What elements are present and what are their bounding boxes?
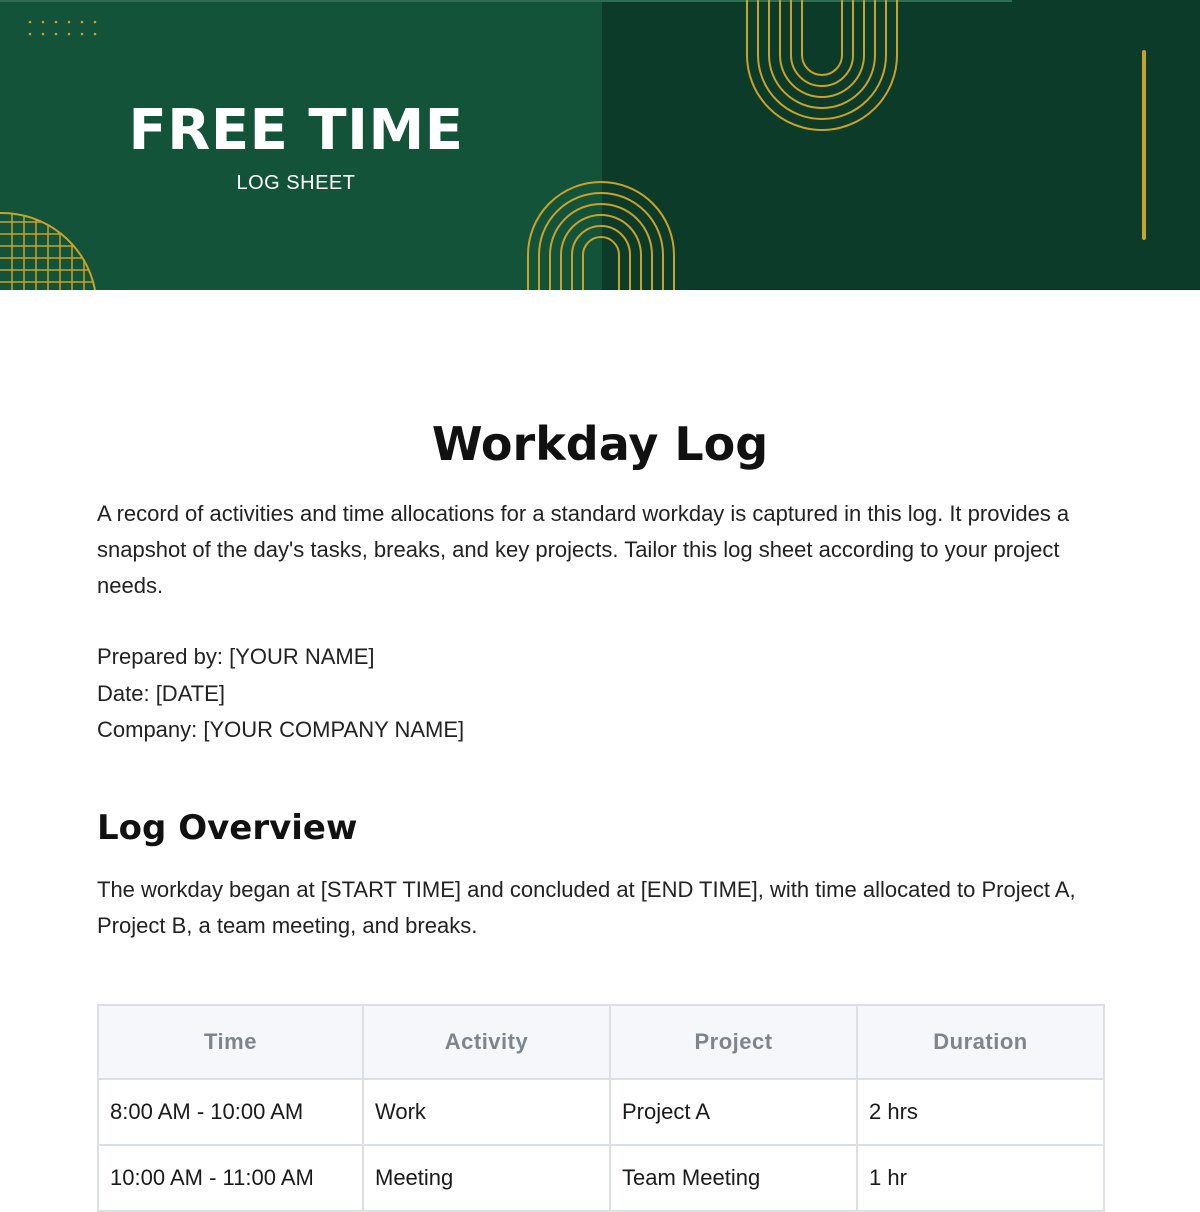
cell-time: 10:00 AM - 11:00 AM — [98, 1145, 363, 1211]
overview-paragraph: The workday began at [START TIME] and concluded at [END TIME], with time allocated to Project A, Project B, a team meeting, and breaks. — [97, 877, 1076, 938]
cell-project: Team Meeting — [610, 1145, 857, 1211]
cell-activity: Work — [363, 1079, 610, 1145]
cell-activity: Meeting — [363, 1145, 610, 1211]
cell-project: Project A — [610, 1079, 857, 1145]
table-row — [98, 1145, 1104, 1211]
cell-time: 8:00 AM - 10:00 AM — [98, 1079, 363, 1145]
prepared-by: Prepared by: [YOUR NAME] — [97, 644, 375, 669]
header-banner — [0, 0, 1200, 290]
intro-paragraph: A record of activities and time allocations for a standard workday is captured in this log. It provides a snapshot of the day's tasks, breaks, and key projects. Tailor this log sheet according to your project needs. — [97, 501, 1070, 598]
banner-top-line — [0, 0, 1012, 2]
banner-subtitle: LOG SHEET — [236, 172, 356, 194]
cell-duration: 1 hr — [857, 1145, 1104, 1211]
date-line: Date: [DATE] — [97, 680, 225, 706]
log-overview-heading: Log Overview — [97, 808, 358, 848]
log-table — [97, 1004, 1105, 1212]
header-project: Project — [610, 1005, 857, 1079]
document-meta — [97, 639, 464, 749]
header-time: Time — [98, 1005, 363, 1079]
header-duration: Duration — [857, 1005, 1104, 1079]
table-row — [98, 1079, 1104, 1145]
document-title: Workday Log — [431, 417, 769, 471]
banner-title: FREE TIME — [128, 98, 464, 163]
table-header-row — [98, 1005, 1104, 1079]
company-line: Company: [YOUR COMPANY NAME] — [97, 717, 465, 742]
gold-vertical-bar — [1142, 50, 1146, 240]
header-activity: Activity — [363, 1005, 610, 1079]
cell-duration: 2 hrs — [857, 1079, 1104, 1145]
banner-right-panel — [602, 0, 1200, 290]
